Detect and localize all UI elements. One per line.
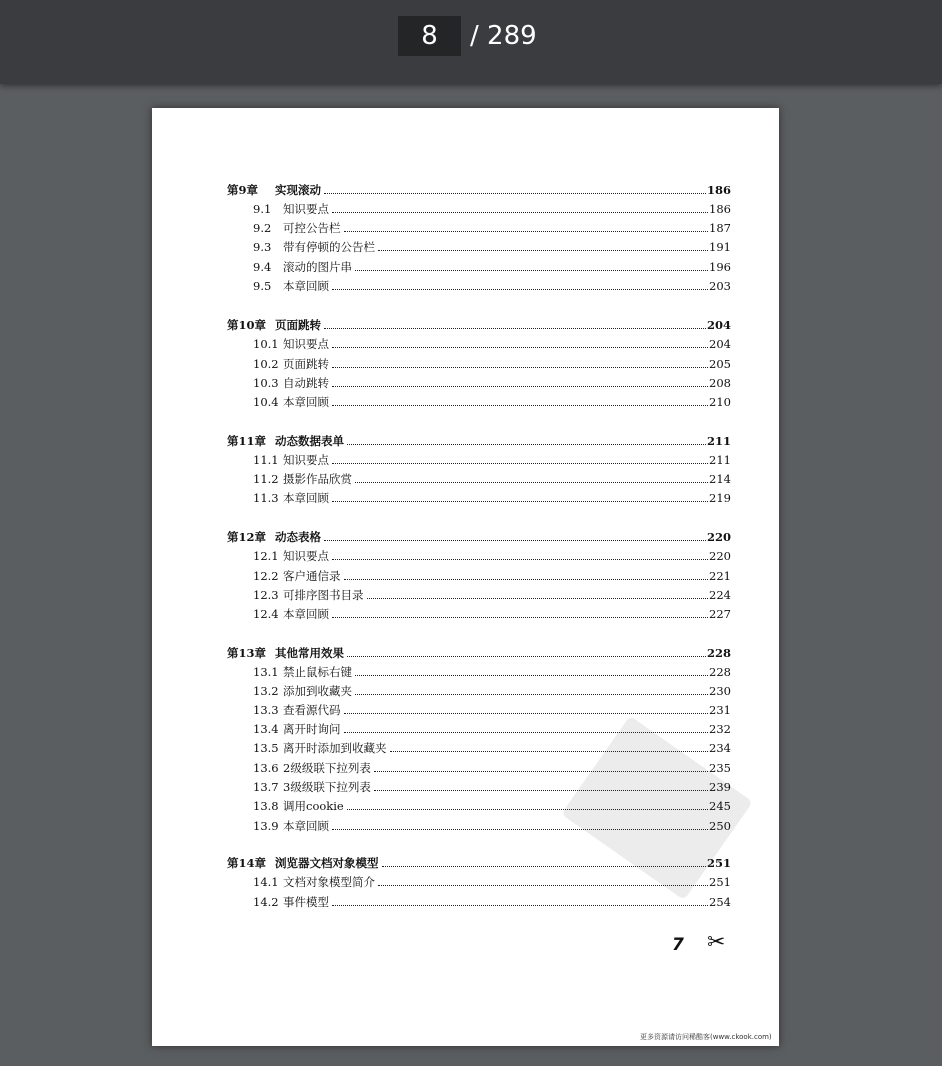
toc-entry-number: 12.2 — [253, 569, 279, 583]
toc-section-entry — [253, 664, 731, 680]
toc-chapter-entry — [227, 182, 731, 198]
viewer-toolbar — [0, 0, 942, 84]
toc-entry-title: 可控公告栏 — [283, 221, 341, 235]
toc-section-entry — [253, 201, 731, 217]
toc-leader-dots — [344, 731, 709, 733]
scissor-icon: ✂ — [707, 930, 726, 955]
toc-entry-title: 查看源代码 — [283, 703, 341, 717]
toc-leader-dots — [367, 597, 709, 599]
toc-entry-title: 滚动的图片串 — [283, 260, 352, 274]
toc-entry-number: 12.3 — [253, 588, 279, 602]
toc-leader-dots — [355, 674, 708, 676]
toc-entry-page: 187 — [709, 221, 731, 235]
toc-entry-number: 第10章 — [227, 318, 267, 332]
toc-leader-dots — [332, 462, 708, 464]
toc-entry-page: 245 — [709, 799, 731, 813]
toc-entry-page: 232 — [709, 722, 731, 736]
toc-entry-title: 其他常用效果 — [275, 646, 344, 660]
toc-entry-title: 知识要点 — [283, 202, 329, 216]
toc-entry-title: 知识要点 — [283, 337, 329, 351]
footnote: 更多资源请访问稀酷客(www.ckook.com) — [640, 1033, 772, 1041]
toc-entry-page: 254 — [709, 895, 731, 909]
toc-entry-page: 251 — [709, 875, 731, 889]
toc-entry-page: 204 — [709, 337, 731, 351]
toc-entry-title: 浏览器文档对象模型 — [275, 856, 379, 870]
toc-section-entry — [253, 278, 731, 294]
toc-entry-title: 实现滚动 — [275, 183, 321, 197]
toc-entry-title: 摄影作品欣赏 — [283, 472, 352, 486]
toc-entry-page: 205 — [709, 357, 731, 371]
toc-section-entry — [253, 721, 731, 737]
toc-leader-dots — [378, 884, 708, 886]
toc-section-entry — [253, 490, 731, 506]
toc-entry-page: 228 — [706, 646, 731, 660]
toc-entry-title: 知识要点 — [283, 549, 329, 563]
toc-entry-number: 14.2 — [253, 895, 279, 909]
toc-entry-title: 本章回顾 — [283, 491, 329, 505]
toc-section-entry — [253, 259, 731, 275]
toc-entry-page: 239 — [709, 780, 731, 794]
toc-leader-dots — [374, 789, 708, 791]
toc-leader-dots — [324, 539, 706, 541]
toc-leader-dots — [347, 655, 706, 657]
toc-entry-title: 离开时添加到收藏夹 — [283, 741, 387, 755]
total-pages-label: / 289 — [470, 21, 537, 51]
toc-entry-number: 第13章 — [227, 646, 267, 660]
toc-leader-dots — [355, 481, 708, 483]
toc-leader-dots — [332, 211, 708, 213]
toc-entry-page: 231 — [709, 703, 731, 717]
toc-entry-page: 214 — [709, 472, 731, 486]
toc-section-entry — [253, 702, 731, 718]
toc-leader-dots — [347, 808, 708, 810]
toc-entry-number: 第11章 — [227, 434, 267, 448]
toc-entry-number: 9.3 — [253, 240, 272, 254]
toc-entry-title: 文档对象模型简介 — [283, 875, 375, 889]
toc-entry-title: 3级级联下拉列表 — [283, 780, 371, 794]
toc-entry-number: 10.3 — [253, 376, 279, 390]
toc-entry-page: 186 — [709, 202, 731, 216]
toc-entry-number: 9.2 — [253, 221, 272, 235]
toc-section-entry — [253, 683, 731, 699]
toc-entry-title: 页面跳转 — [275, 318, 321, 332]
toc-entry-page: 221 — [709, 569, 731, 583]
current-page-input[interactable]: 8 — [398, 16, 461, 56]
toc-entry-page: 191 — [709, 240, 731, 254]
toc-leader-dots — [344, 712, 709, 714]
toc-entry-number: 12.4 — [253, 607, 279, 621]
toc-leader-dots — [332, 828, 708, 830]
toc-entry-page: 219 — [709, 491, 731, 505]
toc-leader-dots — [332, 616, 708, 618]
toc-section-entry — [253, 894, 731, 910]
toc-leader-dots — [355, 269, 708, 271]
toc-section-entry — [253, 606, 731, 622]
toc-entry-title: 调用cookie — [283, 799, 344, 813]
toc-leader-dots — [344, 230, 709, 232]
toc-entry-number: 第9章 — [227, 183, 259, 197]
toc-leader-dots — [332, 500, 708, 502]
toc-section-entry — [253, 471, 731, 487]
toc-entry-number: 11.2 — [253, 472, 279, 486]
toc-section-entry — [253, 798, 731, 814]
toc-section-entry — [253, 568, 731, 584]
toc-leader-dots — [390, 750, 709, 752]
toc-entry-title: 本章回顾 — [283, 279, 329, 293]
toc-leader-dots — [332, 366, 708, 368]
toc-leader-dots — [332, 385, 708, 387]
toc-entry-number: 第14章 — [227, 856, 267, 870]
toc-entry-title: 禁止鼠标右键 — [283, 665, 352, 679]
toc-entry-number: 13.2 — [253, 684, 279, 698]
toc-entry-number: 13.6 — [253, 761, 279, 775]
toc-entry-page: 251 — [706, 856, 731, 870]
toc-section-entry — [253, 740, 731, 756]
toc-entry-title: 动态数据表单 — [275, 434, 344, 448]
toc-entry-page: 230 — [709, 684, 731, 698]
toc-entry-title: 页面跳转 — [283, 357, 329, 371]
toc-leader-dots — [332, 904, 708, 906]
toc-section-entry — [253, 452, 731, 468]
toc-entry-number: 13.1 — [253, 665, 279, 679]
toc-leader-dots — [332, 346, 708, 348]
toc-leader-dots — [347, 443, 706, 445]
toc-leader-dots — [382, 865, 706, 867]
toc-section-entry — [253, 818, 731, 834]
toc-entry-page: 224 — [709, 588, 731, 602]
toc-entry-page: 220 — [706, 530, 731, 544]
toc-leader-dots — [324, 192, 706, 194]
toc-leader-dots — [324, 327, 706, 329]
toc-chapter-entry — [227, 645, 731, 661]
page-number: 7 — [672, 935, 684, 955]
toc-section-entry — [253, 548, 731, 564]
toc-leader-dots — [355, 693, 708, 695]
toc-entry-page: 234 — [709, 741, 731, 755]
toc-entry-number: 9.4 — [253, 260, 272, 274]
toc-entry-page: 204 — [706, 318, 731, 332]
toc-entry-page: 227 — [709, 607, 731, 621]
toc-section-entry — [253, 779, 731, 795]
toc-entry-page: 250 — [709, 819, 731, 833]
toc-entry-page: 220 — [709, 549, 731, 563]
toc-entry-title: 事件模型 — [283, 895, 329, 909]
toc-entry-number: 14.1 — [253, 875, 279, 889]
toc-entry-page: 211 — [709, 453, 731, 467]
watermark-text: DG — [737, 893, 763, 918]
toc-entry-number: 10.2 — [253, 357, 279, 371]
toc-entry-title: 本章回顾 — [283, 607, 329, 621]
toc-section-entry — [253, 239, 731, 255]
toc-entry-number: 12.1 — [253, 549, 279, 563]
toc-section-entry — [253, 394, 731, 410]
toc-leader-dots — [332, 288, 708, 290]
toc-chapter-entry — [227, 855, 731, 871]
toc-entry-title: 带有停顿的公告栏 — [283, 240, 375, 254]
toc-entry-number: 10.4 — [253, 395, 279, 409]
toc-entry-number: 9.5 — [253, 279, 272, 293]
toc-entry-number: 13.5 — [253, 741, 279, 755]
document-page — [152, 108, 779, 1046]
toc-chapter-entry — [227, 317, 731, 333]
toc-entry-page: 196 — [709, 260, 731, 274]
toc-entry-number: 13.8 — [253, 799, 279, 813]
toc-entry-page: 228 — [709, 665, 731, 679]
toc-entry-title: 2级级联下拉列表 — [283, 761, 371, 775]
toc-entry-number: 13.4 — [253, 722, 279, 736]
toc-entry-page: 186 — [706, 183, 731, 197]
toc-entry-title: 本章回顾 — [283, 395, 329, 409]
toc-entry-page: 203 — [709, 279, 731, 293]
toc-leader-dots — [332, 558, 708, 560]
toc-entry-title: 可排序图书目录 — [283, 588, 364, 602]
toc-section-entry — [253, 356, 731, 372]
toc-entry-page: 210 — [709, 395, 731, 409]
toc-entry-number: 第12章 — [227, 530, 267, 544]
toc-section-entry — [253, 375, 731, 391]
toc-leader-dots — [374, 770, 708, 772]
toc-entry-number: 13.3 — [253, 703, 279, 717]
toc-section-entry — [253, 220, 731, 236]
toc-section-entry — [253, 587, 731, 603]
toc-leader-dots — [344, 578, 709, 580]
toc-entry-title: 添加到收藏夹 — [283, 684, 352, 698]
toc-entry-number: 9.1 — [253, 202, 272, 216]
toc-leader-dots — [332, 404, 708, 406]
toc-chapter-entry — [227, 433, 731, 449]
toc-entry-page: 235 — [709, 761, 731, 775]
toc-entry-title: 知识要点 — [283, 453, 329, 467]
toc-entry-title: 客户通信录 — [283, 569, 341, 583]
toc-entry-number: 11.1 — [253, 453, 279, 467]
toc-entry-number: 10.1 — [253, 337, 279, 351]
toc-section-entry — [253, 760, 731, 776]
toc-entry-number: 11.3 — [253, 491, 279, 505]
toc-leader-dots — [378, 249, 708, 251]
toc-section-entry — [253, 874, 731, 890]
toc-chapter-entry — [227, 529, 731, 545]
toc-entry-number: 13.7 — [253, 780, 279, 794]
toc-entry-title: 本章回顾 — [283, 819, 329, 833]
toc-section-entry — [253, 336, 731, 352]
toc-entry-title: 动态表格 — [275, 530, 321, 544]
toc-entry-page: 208 — [709, 376, 731, 390]
toc-entry-title: 自动跳转 — [283, 376, 329, 390]
toc-entry-number: 13.9 — [253, 819, 279, 833]
toc-entry-page: 211 — [706, 434, 731, 448]
toc-entry-title: 离开时询问 — [283, 722, 341, 736]
